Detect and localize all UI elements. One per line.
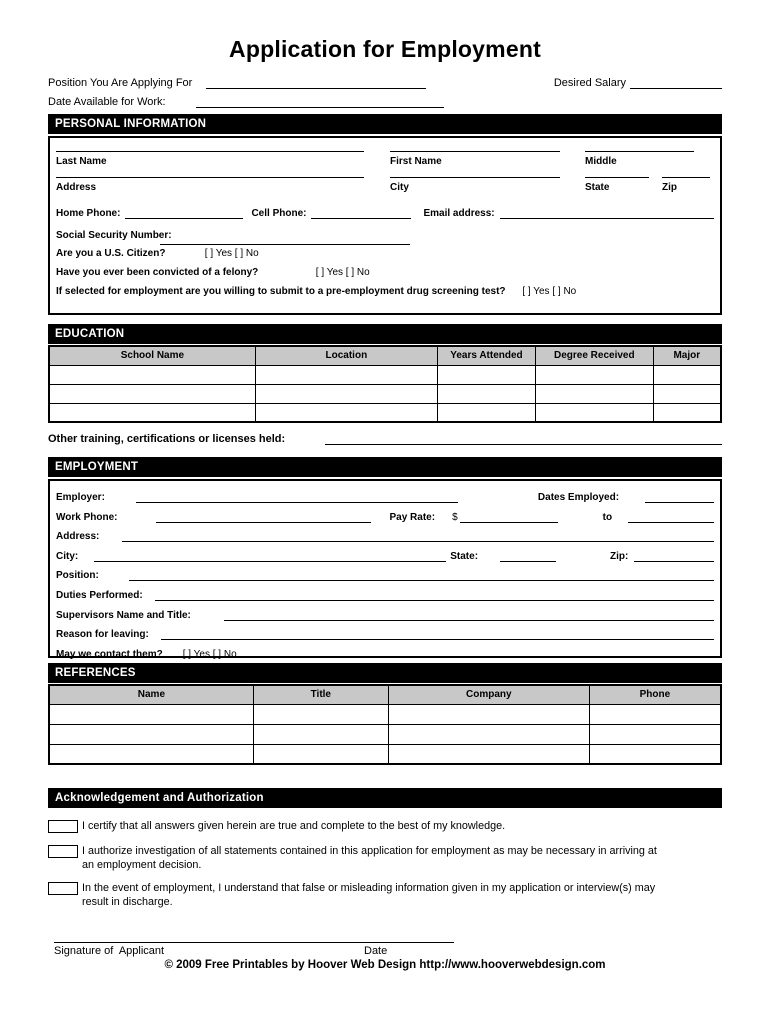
table-row — [49, 744, 721, 764]
last-name-label: Last Name — [56, 156, 107, 167]
other-training-label: Other training, certifications or licenses held: — [48, 433, 286, 445]
drug-test-yes-no-checkboxes[interactable]: [ ] Yes [ ] No — [522, 286, 577, 297]
desired-salary-label: Desired Salary — [553, 77, 626, 89]
discharge-statement-text: In the event of employment, I understand that false or misleading information given in my application or interview(s) may result in discharge. — [82, 881, 656, 908]
employment-box — [48, 479, 722, 658]
employment-state-input-line[interactable] — [500, 550, 556, 562]
middle-name-label: Middle — [585, 156, 617, 167]
table-cell[interactable] — [388, 724, 589, 744]
zip-label: Zip — [662, 182, 677, 193]
edu-col-school-name: School Name — [49, 346, 255, 365]
references-table — [48, 684, 722, 765]
employment-header: EMPLOYMENT — [48, 457, 722, 477]
table-cell[interactable] — [536, 365, 654, 384]
table-row — [49, 384, 721, 403]
ssn-input-line[interactable] — [160, 243, 410, 245]
authorize-statement-text: I authorize investigation of all statements contained in this application for employment as may be necessary in arriving at an employment decision. — [82, 844, 657, 871]
work-phone-label: Work Phone: — [56, 511, 118, 523]
ssn-label: Social Security Number: — [56, 230, 172, 241]
table-cell[interactable] — [253, 704, 388, 724]
pay-rate-to-label: to — [602, 511, 613, 523]
date-label: Date — [364, 944, 388, 957]
desired-salary-input-line[interactable] — [630, 77, 722, 89]
employment-address-input-line[interactable] — [122, 530, 714, 542]
reason-for-leaving-input-line[interactable] — [161, 628, 714, 640]
email-address-input-line[interactable] — [500, 207, 714, 219]
position-label: Position: — [56, 570, 99, 582]
cell-phone-label: Cell Phone: — [251, 208, 307, 219]
table-row — [49, 403, 721, 422]
employment-zip-label: Zip: — [610, 550, 629, 562]
work-phone-input-line[interactable] — [156, 511, 371, 523]
contact-yes-no-checkboxes[interactable]: [ ] Yes [ ] No — [182, 648, 237, 660]
table-cell[interactable] — [49, 704, 253, 724]
education-table — [48, 345, 722, 423]
supervisor-name-title-label: Supervisors Name and Title: — [56, 609, 191, 621]
contact-question-label: May we contact them? — [56, 648, 163, 660]
dates-employed-from-input-line[interactable] — [645, 491, 714, 503]
employer-input-line[interactable] — [136, 491, 458, 503]
employment-zip-input-line[interactable] — [634, 550, 714, 562]
education-header-row — [49, 346, 721, 365]
authorize-checkbox[interactable] — [48, 845, 78, 858]
table-cell[interactable] — [589, 744, 721, 764]
pay-rate-label: Pay Rate: — [389, 511, 436, 523]
middle-name-input-line[interactable] — [585, 151, 694, 152]
table-cell[interactable] — [437, 403, 535, 422]
date-available-input-line[interactable] — [196, 96, 444, 108]
table-cell[interactable] — [255, 403, 437, 422]
table-cell[interactable] — [653, 384, 721, 403]
table-cell[interactable] — [253, 744, 388, 764]
table-cell[interactable] — [49, 724, 253, 744]
ref-col-phone: Phone — [589, 685, 721, 704]
employment-city-input-line[interactable] — [94, 550, 446, 562]
pay-rate-to-input-line[interactable] — [628, 511, 714, 523]
table-cell[interactable] — [49, 744, 253, 764]
table-row — [49, 724, 721, 744]
edu-col-degree-received: Degree Received — [536, 346, 654, 365]
state-label: State — [585, 182, 610, 193]
table-cell[interactable] — [589, 704, 721, 724]
ref-col-company: Company — [388, 685, 589, 704]
table-row — [49, 704, 721, 724]
duties-performed-label: Duties Performed: — [56, 589, 143, 601]
table-cell[interactable] — [653, 365, 721, 384]
table-cell[interactable] — [255, 384, 437, 403]
references-header: REFERENCES — [48, 663, 722, 683]
education-header: EDUCATION — [48, 324, 722, 344]
table-cell[interactable] — [388, 744, 589, 764]
position-applying-input-line[interactable] — [206, 77, 426, 89]
edu-col-location: Location — [255, 346, 437, 365]
table-cell[interactable] — [255, 365, 437, 384]
table-cell[interactable] — [536, 384, 654, 403]
cell-phone-input-line[interactable] — [311, 207, 411, 219]
signature-of-applicant-label: Signature of Applicant — [54, 944, 165, 957]
ref-col-title: Title — [253, 685, 388, 704]
drug-test-question-label: If selected for employment are you willing to submit to a pre-employment drug screening test? — [56, 286, 506, 297]
reason-for-leaving-label: Reason for leaving: — [56, 629, 149, 641]
zip-input-line[interactable] — [662, 177, 710, 178]
employer-label: Employer: — [56, 492, 105, 503]
state-input-line[interactable] — [585, 177, 649, 178]
personal-information-box — [48, 136, 722, 315]
employment-city-label: City: — [56, 550, 79, 562]
table-cell[interactable] — [253, 724, 388, 744]
page-title: Application for Employment — [229, 36, 541, 62]
edu-col-major: Major — [653, 346, 721, 365]
table-cell[interactable] — [437, 384, 535, 403]
references-header-row — [49, 685, 721, 704]
table-cell[interactable] — [437, 365, 535, 384]
position-applying-label: Position You Are Applying For — [48, 77, 193, 89]
address-input-line[interactable] — [56, 177, 364, 178]
date-available-label: Date Available for Work: — [48, 96, 166, 108]
copyright-text: © 2009 Free Printables by Hoover Web Design http://www.hooverwebdesign.com — [164, 958, 606, 971]
table-cell[interactable] — [653, 403, 721, 422]
discharge-checkbox[interactable] — [48, 882, 78, 895]
position-input-line[interactable] — [129, 569, 714, 581]
supervisor-name-title-input-line[interactable] — [224, 609, 714, 621]
felony-yes-no-checkboxes[interactable]: [ ] Yes [ ] No — [315, 267, 370, 278]
dates-employed-label: Dates Employed: — [537, 492, 620, 503]
table-cell[interactable] — [49, 403, 255, 422]
personal-information-header: PERSONAL INFORMATION — [48, 114, 722, 134]
edu-col-years-attended: Years Attended — [437, 346, 535, 365]
acknowledgement-header: Acknowledgement and Authorization — [48, 788, 722, 808]
last-name-input-line[interactable] — [56, 151, 364, 152]
home-phone-label: Home Phone: — [56, 208, 121, 219]
first-name-input-line[interactable] — [390, 151, 560, 152]
pay-rate-input-line[interactable] — [460, 511, 558, 523]
ref-col-name: Name — [49, 685, 253, 704]
signature-input-line[interactable] — [54, 941, 454, 943]
table-cell[interactable] — [589, 724, 721, 744]
dollar-sign-label: $ — [452, 511, 458, 523]
table-cell[interactable] — [536, 403, 654, 422]
employment-address-label: Address: — [56, 531, 100, 543]
employment-state-label: State: — [450, 550, 479, 562]
citizen-question-label: Are you a U.S. Citizen? — [56, 248, 166, 259]
citizen-yes-no-checkboxes[interactable]: [ ] Yes [ ] No — [204, 248, 259, 259]
certify-checkbox[interactable] — [48, 820, 78, 833]
city-input-line[interactable] — [390, 177, 560, 178]
duties-performed-input-line[interactable] — [155, 589, 714, 601]
certify-statement-text: I certify that all answers given herein are true and complete to the best of my knowledge. — [82, 820, 506, 832]
home-phone-input-line[interactable] — [125, 207, 243, 219]
other-training-input-line[interactable] — [325, 433, 722, 445]
table-cell[interactable] — [49, 384, 255, 403]
table-row — [49, 365, 721, 384]
table-cell[interactable] — [49, 365, 255, 384]
first-name-label: First Name — [390, 156, 442, 167]
address-label: Address — [56, 182, 97, 193]
email-address-label: Email address: — [423, 208, 495, 219]
city-label: City — [390, 182, 409, 193]
felony-question-label: Have you ever been convicted of a felony? — [56, 267, 259, 278]
table-cell[interactable] — [388, 704, 589, 724]
